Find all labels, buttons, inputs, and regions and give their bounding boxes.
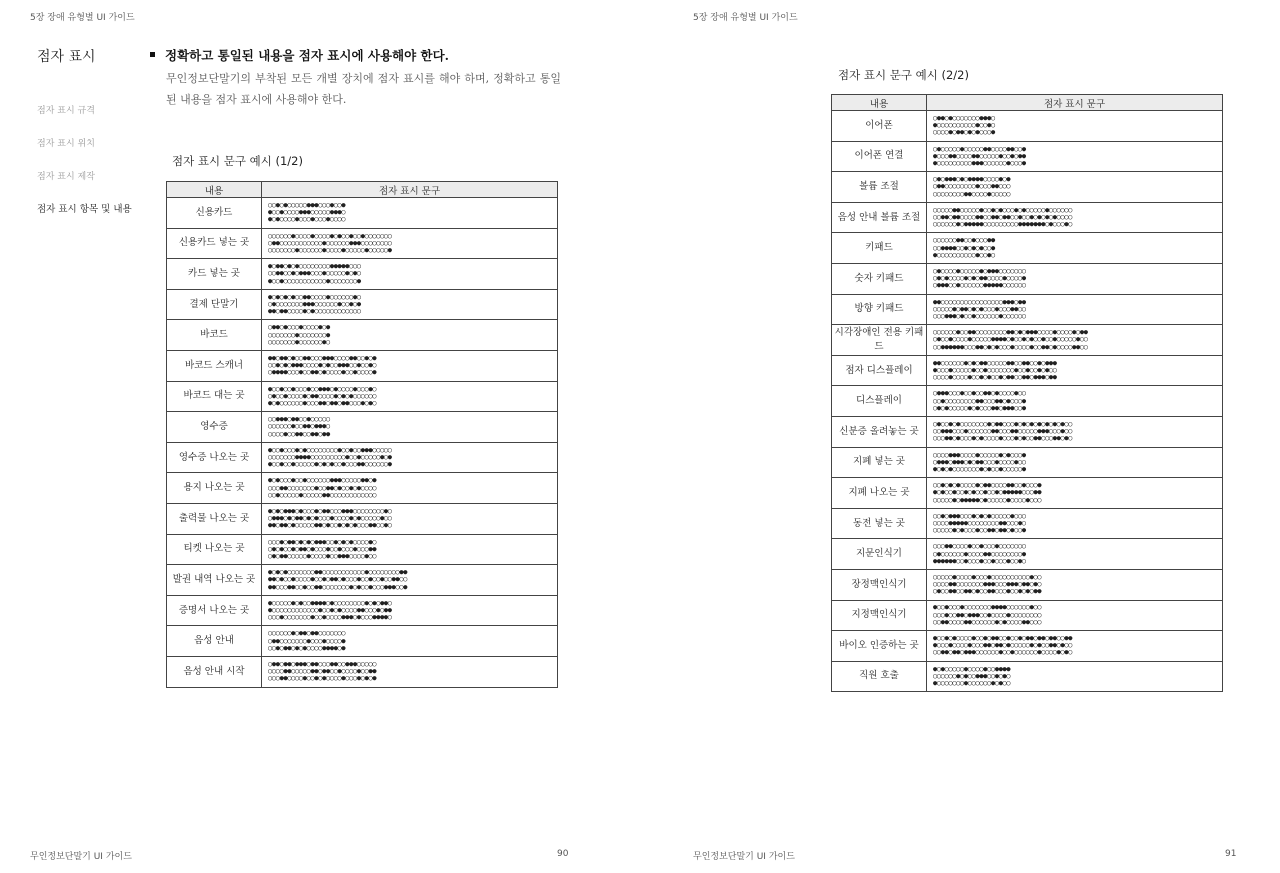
row-label: 이어폰 [832,111,927,142]
row-label: 장정맥인식기 [832,569,927,600]
table-row [832,355,1223,386]
braille-dots-icon: ○●○○●○●○○○○○○○●○●●○○○●○●○●○●○●○●○●○○ ○○●●●○○○●○○○○○○●●○○○●●○○○○○●●●○○○●○○ ○○○●●○●○○○●○●○○○○●○○○●○●○○●●○○○●●○●○ [933,419,1073,443]
braille-pattern [927,202,1223,233]
braille-pattern [927,416,1223,447]
header-content: 내용 [832,95,927,111]
row-label: 음성 안내 볼륨 조절 [832,202,927,233]
braille-dots-icon: ○○●○●○●○○○○●○●●○○○○●●○○●○○○● ●○●○○●○○●○●○○●○○●○●●●●●○○○●● ○○○○○●○●●●●●○●○○○○○●○○○○●○○○ [933,481,1042,504]
braille-dots-icon: ○○○●○●●○●○●○●●●○○●○●○●○○○○●○ ○●○●○○●○●●○●○○○●○○●○○○●○○○●● ○●○●●○○○○○●○○○○●○○●●●○○○○●○○ [268,537,377,560]
row-label: 직원 호출 [832,661,927,692]
braille-pattern [927,386,1223,417]
braille-pattern [262,565,558,596]
braille-dots-icon: ○○○○○●○○○○●○○○●○○○○○○○○○○●○○ ○○○○●●○○○○○○○●●●○○○●●●○●●○●○ ○●○○●●○○●●○●○○●●○○○●○○●○●○●● [933,572,1042,596]
table-row [832,447,1223,478]
braille-dots-icon: ○○●●●○●●○○●○○○○○ ○○○○○○●○○●●○●●●○ ○○○○●○○●●○○●●○●● [268,415,330,438]
table-row [167,412,558,443]
table-row [832,202,1223,233]
row-label: 카드 넣는 곳 [167,259,262,290]
row-label: 지폐 넣는 곳 [832,447,927,478]
running-head: 5장 장애 유형별 UI 가이드 [693,13,798,23]
table-row [832,631,1223,662]
row-label: 영수증 [167,412,262,443]
braille-dots-icon: ○○○○○●●○○○○○●○○●○●○○○●○●○○○○○●○○○○○○ ○○●●○●●○○○○●●○○●●○●●○○●○○●○●○●○●○○○○ ○○○○○○●○●●●●●○○○○○○○○○●●●●●●●○●○○○●○ [933,205,1073,229]
braille-pattern [262,534,558,565]
braille-dots-icon: ○○●○●○○○○○●●●○○○●○○● ●○○●○○○○●●●○○○○○●●●○ ●○●○○○○●○○○●○○○●○○○○ [268,200,346,224]
braille-pattern [927,508,1223,539]
braille-dots-icon: ○○○○○○●○●●○●●○○○○○○○ ○●●○○○○○○○●○○○●○○○○● ○○●○●●○●○●○○○○●●●●○● [268,629,346,652]
braille-pattern [262,626,558,657]
table-row [167,320,558,351]
braille-dots-icon: ●○○○○○●○●○○●●●●○●○○○○○○○○●○●○●●○ ●○○○○○○○○○○○○●○○●○●○○○○●●○○○●○●● ○○○●○○○○○○○●○○●○○○○●●●○●○○○●●●●○ [268,598,392,622]
braille-dots-icon: ●○○●○○○●○●○○○○○○○○●○○●○○●●●○○○○○ ○○○○○○○●●●●○○○○○○○○○●○○●○○○○○●○● ●○○●○○●○○○○○●○●○●○○●○○○●●○○○○○○● [268,445,392,469]
braille-pattern [262,412,558,443]
row-label: 볼륨 조절 [832,172,927,203]
braille-dots-icon: ●○●○●○○○○○○○●●○○○○○○○○○○○●○○○○○○○○●● ●●○●○○●○○○○●○○●○●●○●○○○●○○●○○●○○●●○○ ●●○○○●●○○●○○●●○○○○○○○●○●○○●○○○●●●○○● [268,568,408,591]
nav-item-spec[interactable]: 점자 표시 규격 [37,106,95,116]
braille-dots-icon: ○○○●●○○○○●○○●○○○●○○○○○○○ ○●○○○○○○●○○○○●●○○○○○○○○● ●●●●●●○○●○○○●○○●○○○●○○●○ [933,542,1026,565]
row-label: 바코드 스캐너 [167,350,262,381]
braille-pattern [262,320,558,351]
braille-dots-icon: ●○○●○●○○○○●○○●○●●○○●○○●○●●○●●○●●○○●● ●○○○●○○○○●○○○●●○●●○●○○○○○●○●○○●●○●○○ ○○●●○●●○●●●○○○○○○●○○●○○○○○○●○○○○●○●○ [933,634,1073,657]
braille-table-2 [831,94,1223,692]
row-label: 지정맥인식기 [832,600,927,631]
nav-item-production[interactable]: 점자 표시 제작 [37,172,95,182]
bullet-text: 정확하고 통일된 내용을 점자 표시에 사용해야 한다. [165,48,450,63]
section-title: 점자 표시 [37,49,96,65]
braille-dots-icon: ○○●○●●●○○○●○●○●○○○○○●○○○ ○○○○●●●●●○○○○○○○○●●○○○●○ ○○○○○●○●○○○●○○●●○●●○●○○● [933,511,1026,535]
braille-pattern [927,569,1223,600]
row-label: 지폐 나오는 곳 [832,478,927,509]
table-row [832,172,1223,203]
braille-dots-icon: ●○○●○○●○○○●○○●●●○●○○○○●○○○●○ ○●○○●○○○○●○●●○○○○●○●○●○○○○○○ ●○●○○○○○○●○○○●●○●●○●●○○○●○●○ [268,384,377,407]
right-page [640,0,1280,873]
braille-dots-icon: ●○○●○○○●○○○○○○○●●●●○○○○○○●○○ ○○○●○○●●○●●●○○●○○○○●○○○○○○○○ ○○●●○○○○●●○○○○○○●○●○○○○●●○○○ [933,603,1042,626]
table-row [167,473,558,504]
page-number: 90 [557,849,569,859]
braille-pattern [927,325,1223,356]
braille-pattern [262,595,558,626]
braille-dots-icon: ○●○○○○○●○○○○○●●○○○○●●○○● ●○○○●●○○○○●●○○○○○●○○●○●● ●○○○○○○○○○●●●○○○○○○●○○○● [933,144,1026,167]
table-row [167,626,558,657]
braille-dots-icon: ○●●○●○○○○○○○●●●○ ●○○○○○○○○○○●○○●○ ○○○○●○●●○●○●○○○● [933,113,995,137]
row-label: 결제 단말기 [167,289,262,320]
braille-dots-icon: ○○○○●●●○○○○●○○○○○●○●○○○● ○●●●○●●●○●○●●○○○●○○○○●○○ ●○●○●○○○○○○○●○●○○●○○○○○● [933,450,1026,473]
row-label: 신용카드 [167,198,262,229]
table-row [167,198,558,229]
table-row [832,263,1223,294]
braille-dots-icon: ○●●○●○○○●○○○○●○● ○○○○○○○●○○○○○○○● ○○○○○○○●○○○○○○●○ [268,323,330,346]
braille-pattern [927,172,1223,203]
row-label: 디스플레이 [832,386,927,417]
row-label: 방향 키패드 [832,294,927,325]
row-label: 증명서 나오는 곳 [167,595,262,626]
table-row [167,656,558,687]
braille-dots-icon: ●○●○○○●○○●○○○○○○●●●○○○○○●●○● ○○○●●○○○○○○○●○○●●○●○○●○●○○○○ ○○●○○○○○●○○○○○●●○○○○○○○○○○○○ [268,476,377,499]
braille-table-1 [166,181,558,688]
table-caption: 점자 표시 문구 예시 (1/2) [172,154,303,168]
table-row [832,325,1223,356]
braille-pattern [927,478,1223,509]
table-row [167,565,558,596]
row-label: 바코드 [167,320,262,351]
braille-pattern [262,228,558,259]
braille-dots-icon: ●●○●●○●○○●●○○○●●●○○○○●●○○●○● ○○●○●○●●●○○○○●○●○○●●●○○●○○●○ ○●●●●○○○●○○●●○●○○○○●○○●○○○○● [268,353,377,377]
row-label: 이어폰 연결 [832,141,927,172]
table-row [832,294,1223,325]
row-label: 바코드 대는 곳 [167,381,262,412]
braille-dots-icon: ●○●●○●○●○○○○○○○○●●●●●○○○ ○○●●○○●○●●●○○○●○○○○○●○●○ ●○○●○○○○○○○○○○○●○○○○○○○● [268,262,361,285]
page-number: 91 [1225,849,1237,859]
braille-dots-icon: ○●●○●●○●●●○●●○○○●●○○●●●○○○○○ ○○○○●●○○○○○●●○●●○○●○○○○●○○●● ○○○●●○○○○●○○●○●○○○○●○○○●○●○● [268,659,377,683]
braille-pattern [262,381,558,412]
braille-pattern [927,233,1223,264]
table-row [167,289,558,320]
braille-pattern [927,631,1223,662]
braille-dots-icon: ●●○○○○○○●○●○●●○○○○○●●○○●●○○●○●●● ●○○○●○○○○○●○○●○○○○○○○●○○●○○●○●○○ ○○○○●○○○○●○○●○●○○●○●●○○●●○●●●○●● [933,358,1057,382]
side-nav [37,104,157,236]
braille-dots-icon: ○○○○○○●●○○●○○○●● ○○●●●●○○●○●○●○○● ●○○○○○○○○○○●○○●○ [933,236,995,259]
braille-pattern [262,656,558,687]
braille-pattern [262,259,558,290]
braille-pattern [927,539,1223,570]
header-content: 내용 [167,182,262,198]
table-row [832,661,1223,692]
braille-pattern [927,355,1223,386]
row-label: 발권 내역 나오는 곳 [167,565,262,596]
braille-pattern [927,111,1223,142]
nav-item-position[interactable]: 점자 표시 위치 [37,139,95,149]
table-row [832,569,1223,600]
braille-pattern [927,263,1223,294]
row-label: 티켓 나오는 곳 [167,534,262,565]
row-label: 바이오 인증하는 곳 [832,631,927,662]
braille-dots-icon: ○●○○○○●○○○○○●○●●●○○○○○○○ ○●○●○○○○●○●○●●○○○○●○○○○● ○●●●○○●○○○○○○●●●●●○○○○○○ [933,266,1026,290]
bullet-heading [150,46,449,64]
braille-dots-icon: ○○○○○○●○○○○●○○○○●○●○○●○○●○○○○○○○ ○●●○○○○○○○○○○○●○○○○○○●●●○○○○○○○○ ○○○○○○○●○○○○○○●○○○○●○○○○○●○○○○○● [268,231,392,254]
braille-dots-icon: ○○○○○○●○○●●○○○○○○○○●●○●○●●●○○○○●○○○○●○●● ○●○○●○○○○●○○○○○●●●●○●○○●○●○○●○○●○○○○○●○○ ○○●●●●●●○○○●●○●○●○○○●○○○○●○○●●○●○○○○●●○○ [933,328,1088,351]
table-row [167,503,558,534]
table-row [832,141,1223,172]
braille-pattern [927,141,1223,172]
braille-pattern [927,600,1223,631]
footer-title: 무인정보단말기 UI 가이드 [693,852,795,862]
table-row [167,350,558,381]
row-label: 출력물 나오는 곳 [167,503,262,534]
header-braille: 점자 표시 문구 [927,95,1223,111]
braille-dots-icon: ○●●●○○○●○○●○○●●○●○○○○●○○ ○○●○○○○○○○○●●○○○●●○●○○○● ○●○●○○○○○●○●○○○●●○●●●○○● [933,389,1026,412]
row-label: 음성 안내 [167,626,262,657]
braille-pattern [262,198,558,229]
row-label: 점자 디스플레이 [832,355,927,386]
braille-pattern [262,442,558,473]
running-head: 5장 장애 유형별 UI 가이드 [30,13,135,23]
braille-dots-icon: ●●○○○○○○○○○○○○○○○○●●●○●● ○○○○○●○●●○●○●○○○●○○○●●○○ ○○○●●●○●○○●○○○○○○●○○○○○○ [933,297,1026,320]
table-row [832,508,1223,539]
braille-dots-icon: ●○●○○○○○●○○○○●○○●●●● ○○○○○○●○●○○●●●○○●○●○ ●○○○○○○○●○○○○○○●○●○○ [933,664,1011,688]
square-bullet-icon [150,52,155,57]
table-row [832,233,1223,264]
row-label: 지문인식기 [832,539,927,570]
row-label: 키패드 [832,233,927,264]
braille-pattern [927,447,1223,478]
body-paragraph: 무인정보단말기의 부착된 모든 개별 장치에 점자 표시를 해야 하며, 정확하고 통일된 내용을 점자 표시에 사용해야 한다. [166,72,561,106]
table-row [832,600,1223,631]
braille-pattern [262,289,558,320]
row-label: 시각장애인 전용 키패드 [832,325,927,356]
table-caption: 점자 표시 문구 예시 (2/2) [838,68,969,82]
row-label: 숫자 키패드 [832,263,927,294]
table-row [167,259,558,290]
braille-pattern [927,661,1223,692]
row-label: 신용카드 넣는 곳 [167,228,262,259]
braille-dots-icon: ○●○●●●○●○●●●●○○○○●○● ○●●○○○○○○○○●○○○●●○○○ ○○○○○○○○●●○○○○●○○○○○ [933,175,1011,198]
row-label: 동전 넣는 곳 [832,508,927,539]
table-row [832,416,1223,447]
table-row [832,539,1223,570]
nav-item-contents[interactable]: 점자 표시 항목 및 내용 [37,204,132,215]
table-row [167,442,558,473]
table-row [167,228,558,259]
row-label: 음성 안내 시작 [167,656,262,687]
table-row [167,381,558,412]
table-row [832,386,1223,417]
braille-pattern [262,473,558,504]
braille-pattern [262,503,558,534]
table-row [167,595,558,626]
table-row [832,478,1223,509]
braille-dots-icon: ●○●○●●●○●○○○●○●●○○○●●●○○○○○○○○●○ ○●●●○●○●●○●○●○○○●○○○○●○●○○○○○●○○ ●●○●●○●○○○○○●●○●○○●○●○●○○○●●○○●○ [268,506,392,530]
braille-dots-icon: ●○●○●○●○○●●○○○○●○○○○○○●○ ○●○○○○○○○●●●○○○○○○●○○●○● ●●○●●○○○○●○●○○○○○○○○○○○○ [268,292,361,316]
row-label: 신분증 올려놓는 곳 [832,416,927,447]
header-braille: 점자 표시 문구 [262,182,558,198]
table-row [832,111,1223,142]
table-row [167,534,558,565]
row-label: 용지 나오는 곳 [167,473,262,504]
braille-pattern [262,350,558,381]
row-label: 영수증 나오는 곳 [167,442,262,473]
braille-pattern [927,294,1223,325]
footer-title: 무인정보단말기 UI 가이드 [30,852,132,862]
